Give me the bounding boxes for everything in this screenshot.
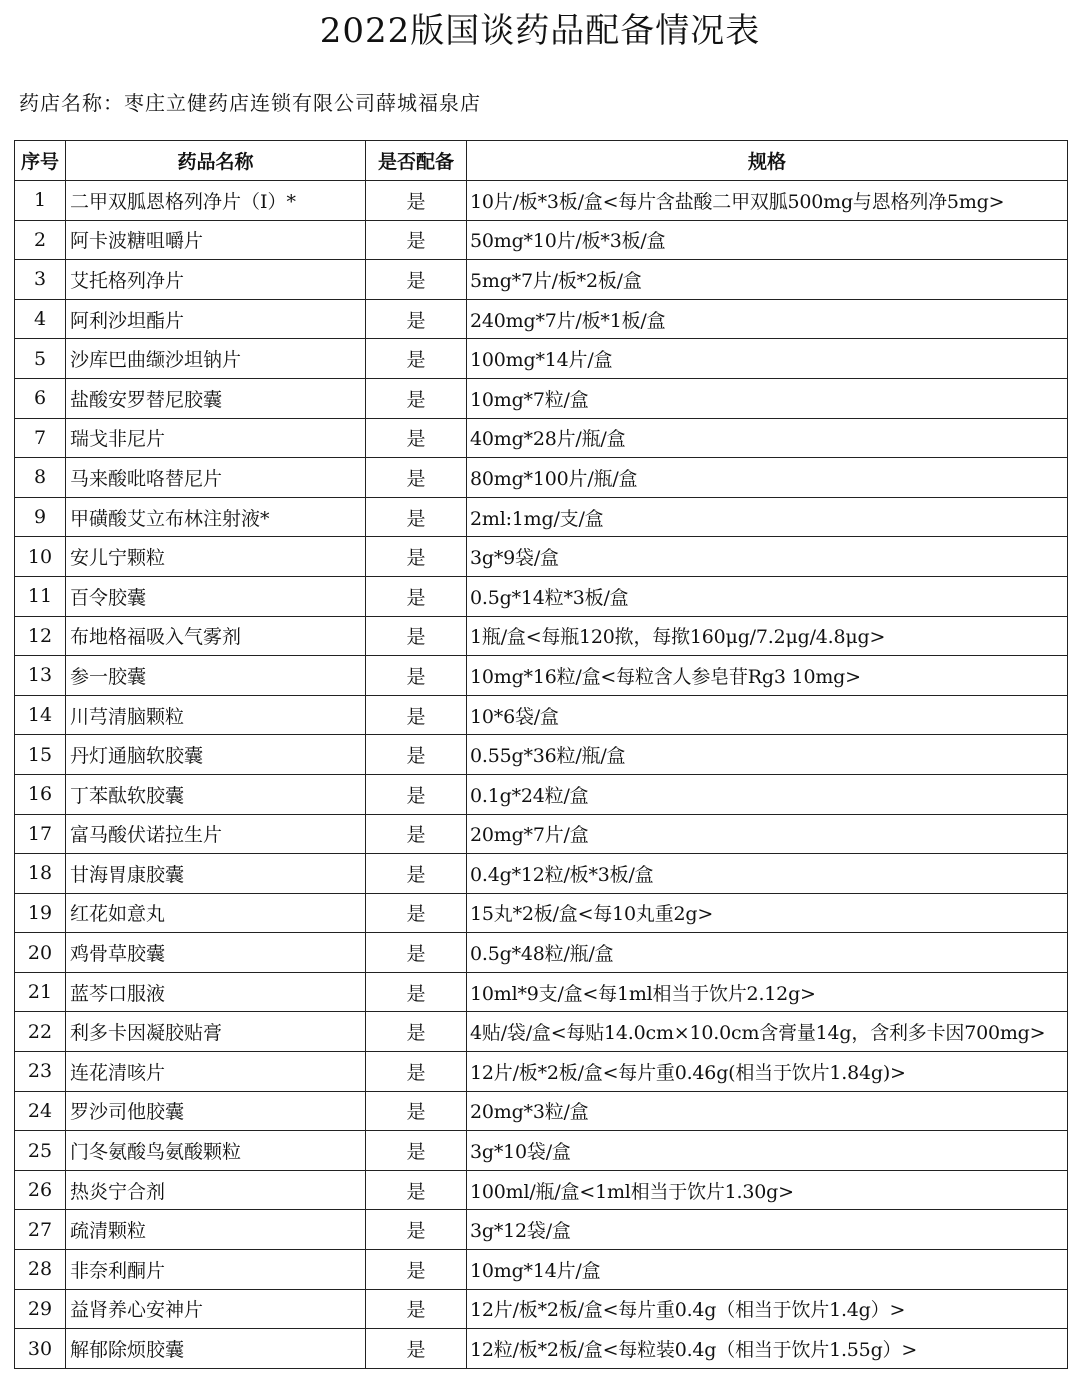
table-row xyxy=(15,497,1068,537)
equipped-cell: 是 xyxy=(366,1289,467,1329)
spec-cell: 20mg*3粒/盒 xyxy=(467,1091,1068,1131)
row-number: 16 xyxy=(15,774,66,814)
table-row xyxy=(15,1170,1068,1210)
drug-name-cell: 红花如意丸 xyxy=(66,893,366,933)
row-number: 19 xyxy=(15,893,66,933)
table-row xyxy=(15,458,1068,498)
equipped-cell: 是 xyxy=(366,774,467,814)
header-drug-name: 药品名称 xyxy=(66,141,366,181)
store-name-line xyxy=(19,88,481,118)
drug-name-cell: 富马酸伏诺拉生片 xyxy=(66,814,366,854)
header-equipped: 是否配备 xyxy=(366,141,467,181)
header-no: 序号 xyxy=(15,141,66,181)
table-row xyxy=(15,1131,1068,1171)
drug-name-cell: 热炎宁合剂 xyxy=(66,1170,366,1210)
drug-name-cell: 盐酸安罗替尼胶囊 xyxy=(66,378,366,418)
row-number: 27 xyxy=(15,1210,66,1250)
equipped-cell: 是 xyxy=(366,378,467,418)
spec-cell: 10mg*16粒/盒<每粒含人参皂苷Rg3 10mg> xyxy=(467,656,1068,696)
spec-cell: 100ml/瓶/盒<1ml相当于饮片1.30g> xyxy=(467,1170,1068,1210)
drug-name-cell: 丹灯通脑软胶囊 xyxy=(66,735,366,775)
equipped-cell: 是 xyxy=(366,537,467,577)
table-row xyxy=(15,933,1068,973)
equipped-cell: 是 xyxy=(366,1250,467,1290)
spec-cell: 0.5g*14粒*3板/盒 xyxy=(467,576,1068,616)
row-number: 21 xyxy=(15,972,66,1012)
row-number: 30 xyxy=(15,1329,66,1369)
equipped-cell: 是 xyxy=(366,656,467,696)
drug-name-cell: 瑞戈非尼片 xyxy=(66,418,366,458)
drug-name-cell: 二甲双胍恩格列净片（Ⅰ）* xyxy=(66,181,366,221)
drug-name-cell: 利多卡因凝胶贴膏 xyxy=(66,1012,366,1052)
table-row xyxy=(15,1052,1068,1092)
drug-name-cell: 艾托格列净片 xyxy=(66,260,366,300)
spec-cell: 80mg*100片/瓶/盒 xyxy=(467,458,1068,498)
row-number: 8 xyxy=(15,458,66,498)
row-number: 14 xyxy=(15,695,66,735)
row-number: 13 xyxy=(15,656,66,696)
row-number: 11 xyxy=(15,576,66,616)
equipped-cell: 是 xyxy=(366,458,467,498)
spec-cell: 3g*12袋/盒 xyxy=(467,1210,1068,1250)
table-row xyxy=(15,537,1068,577)
spec-cell: 100mg*14片/盒 xyxy=(467,339,1068,379)
spec-cell: 10*6袋/盒 xyxy=(467,695,1068,735)
row-number: 29 xyxy=(15,1289,66,1329)
spec-cell: 50mg*10片/板*3板/盒 xyxy=(467,220,1068,260)
drug-name-cell: 鸡骨草胶囊 xyxy=(66,933,366,973)
equipped-cell: 是 xyxy=(366,735,467,775)
spec-cell: 10片/板*3板/盒<每片含盐酸二甲双胍500mg与恩格列净5mg> xyxy=(467,181,1068,221)
row-number: 1 xyxy=(15,181,66,221)
row-number: 28 xyxy=(15,1250,66,1290)
table-row xyxy=(15,774,1068,814)
row-number: 4 xyxy=(15,299,66,339)
equipped-cell: 是 xyxy=(366,339,467,379)
drug-name-cell: 益肾养心安神片 xyxy=(66,1289,366,1329)
row-number: 3 xyxy=(15,260,66,300)
row-number: 10 xyxy=(15,537,66,577)
spec-cell: 240mg*7片/板*1板/盒 xyxy=(467,299,1068,339)
drug-name-cell: 安儿宁颗粒 xyxy=(66,537,366,577)
spec-cell: 12粒/板*2板/盒<每粒装0.4g（相当于饮片1.55g）> xyxy=(467,1329,1068,1369)
spec-cell: 0.5g*48粒/瓶/盒 xyxy=(467,933,1068,973)
drug-name-cell: 丁苯酞软胶囊 xyxy=(66,774,366,814)
equipped-cell: 是 xyxy=(366,220,467,260)
table-row xyxy=(15,695,1068,735)
row-number: 26 xyxy=(15,1170,66,1210)
table-row xyxy=(15,299,1068,339)
spec-cell: 10mg*7粒/盒 xyxy=(467,378,1068,418)
table-row xyxy=(15,814,1068,854)
spec-cell: 0.55g*36粒/瓶/盒 xyxy=(467,735,1068,775)
equipped-cell: 是 xyxy=(366,854,467,894)
spec-cell: 40mg*28片/瓶/盒 xyxy=(467,418,1068,458)
table-row xyxy=(15,893,1068,933)
table-row xyxy=(15,972,1068,1012)
equipped-cell: 是 xyxy=(366,616,467,656)
table-header-row xyxy=(15,141,1068,181)
spec-cell: 15丸*2板/盒<每10丸重2g> xyxy=(467,893,1068,933)
row-number: 2 xyxy=(15,220,66,260)
row-number: 24 xyxy=(15,1091,66,1131)
drug-name-cell: 门冬氨酸鸟氨酸颗粒 xyxy=(66,1131,366,1171)
row-number: 23 xyxy=(15,1052,66,1092)
table-row xyxy=(15,181,1068,221)
equipped-cell: 是 xyxy=(366,893,467,933)
spec-cell: 3g*10袋/盒 xyxy=(467,1131,1068,1171)
drug-name-cell: 甘海胃康胶囊 xyxy=(66,854,366,894)
equipped-cell: 是 xyxy=(366,1329,467,1369)
equipped-cell: 是 xyxy=(366,1131,467,1171)
table-row xyxy=(15,576,1068,616)
page-title: 2022版国谈药品配备情况表 xyxy=(319,11,761,51)
spec-cell: 0.1g*24粒/盒 xyxy=(467,774,1068,814)
table-row xyxy=(15,1250,1068,1290)
drug-name-cell: 蓝芩口服液 xyxy=(66,972,366,1012)
equipped-cell: 是 xyxy=(366,814,467,854)
drug-name-cell: 阿利沙坦酯片 xyxy=(66,299,366,339)
drug-name-cell: 百令胶囊 xyxy=(66,576,366,616)
equipped-cell: 是 xyxy=(366,1210,467,1250)
row-number: 22 xyxy=(15,1012,66,1052)
table-row xyxy=(15,418,1068,458)
spec-cell: 3g*9袋/盒 xyxy=(467,537,1068,577)
drug-table xyxy=(14,140,1068,1369)
drug-name-cell: 布地格福吸入气雾剂 xyxy=(66,616,366,656)
drug-name-cell: 罗沙司他胶囊 xyxy=(66,1091,366,1131)
equipped-cell: 是 xyxy=(366,418,467,458)
spec-cell: 12片/板*2板/盒<每片重0.4g（相当于饮片1.4g）> xyxy=(467,1289,1068,1329)
table-row xyxy=(15,220,1068,260)
table-row xyxy=(15,616,1068,656)
drug-name-cell: 甲磺酸艾立布林注射液* xyxy=(66,497,366,537)
row-number: 17 xyxy=(15,814,66,854)
spec-cell: 1瓶/盒<每瓶120揿，每揿160μg/7.2μg/4.8μg> xyxy=(467,616,1068,656)
table-body xyxy=(15,181,1068,1369)
spec-cell: 4贴/袋/盒<每贴14.0cm×10.0cm含膏量14g，含利多卡因700mg> xyxy=(467,1012,1068,1052)
row-number: 9 xyxy=(15,497,66,537)
row-number: 18 xyxy=(15,854,66,894)
equipped-cell: 是 xyxy=(366,1052,467,1092)
equipped-cell: 是 xyxy=(366,260,467,300)
equipped-cell: 是 xyxy=(366,1170,467,1210)
equipped-cell: 是 xyxy=(366,576,467,616)
table-row xyxy=(15,1329,1068,1369)
table-row xyxy=(15,1289,1068,1329)
equipped-cell: 是 xyxy=(366,299,467,339)
table-row xyxy=(15,339,1068,379)
table-row xyxy=(15,854,1068,894)
table-row xyxy=(15,378,1068,418)
header-spec: 规格 xyxy=(467,141,1068,181)
equipped-cell: 是 xyxy=(366,497,467,537)
row-number: 12 xyxy=(15,616,66,656)
store-name-value: 枣庄立健药店连锁有限公司薛城福泉店 xyxy=(124,91,481,115)
equipped-cell: 是 xyxy=(366,1091,467,1131)
drug-name-cell: 川芎清脑颗粒 xyxy=(66,695,366,735)
spec-cell: 10mg*14片/盒 xyxy=(467,1250,1068,1290)
row-number: 25 xyxy=(15,1131,66,1171)
drug-name-cell: 解郁除烦胶囊 xyxy=(66,1329,366,1369)
equipped-cell: 是 xyxy=(366,1012,467,1052)
table-row xyxy=(15,1210,1068,1250)
row-number: 5 xyxy=(15,339,66,379)
table-row xyxy=(15,260,1068,300)
drug-name-cell: 参一胶囊 xyxy=(66,656,366,696)
equipped-cell: 是 xyxy=(366,181,467,221)
row-number: 20 xyxy=(15,933,66,973)
table-row xyxy=(15,735,1068,775)
spec-cell: 20mg*7片/盒 xyxy=(467,814,1068,854)
drug-name-cell: 疏清颗粒 xyxy=(66,1210,366,1250)
drug-name-cell: 马来酸吡咯替尼片 xyxy=(66,458,366,498)
store-name-label: 药店名称： xyxy=(19,91,124,115)
row-number: 15 xyxy=(15,735,66,775)
table-row xyxy=(15,1091,1068,1131)
row-number: 6 xyxy=(15,378,66,418)
table-row xyxy=(15,1012,1068,1052)
table-row xyxy=(15,656,1068,696)
drug-name-cell: 沙库巴曲缬沙坦钠片 xyxy=(66,339,366,379)
drug-name-cell: 阿卡波糖咀嚼片 xyxy=(66,220,366,260)
spec-cell: 2ml:1mg/支/盒 xyxy=(467,497,1068,537)
spec-cell: 10ml*9支/盒<每1ml相当于饮片2.12g> xyxy=(467,972,1068,1012)
spec-cell: 5mg*7片/板*2板/盒 xyxy=(467,260,1068,300)
equipped-cell: 是 xyxy=(366,695,467,735)
drug-name-cell: 连花清咳片 xyxy=(66,1052,366,1092)
spec-cell: 0.4g*12粒/板*3板/盒 xyxy=(467,854,1068,894)
drug-name-cell: 非奈利酮片 xyxy=(66,1250,366,1290)
row-number: 7 xyxy=(15,418,66,458)
spec-cell: 12片/板*2板/盒<每片重0.46g(相当于饮片1.84g)> xyxy=(467,1052,1068,1092)
equipped-cell: 是 xyxy=(366,972,467,1012)
equipped-cell: 是 xyxy=(366,933,467,973)
